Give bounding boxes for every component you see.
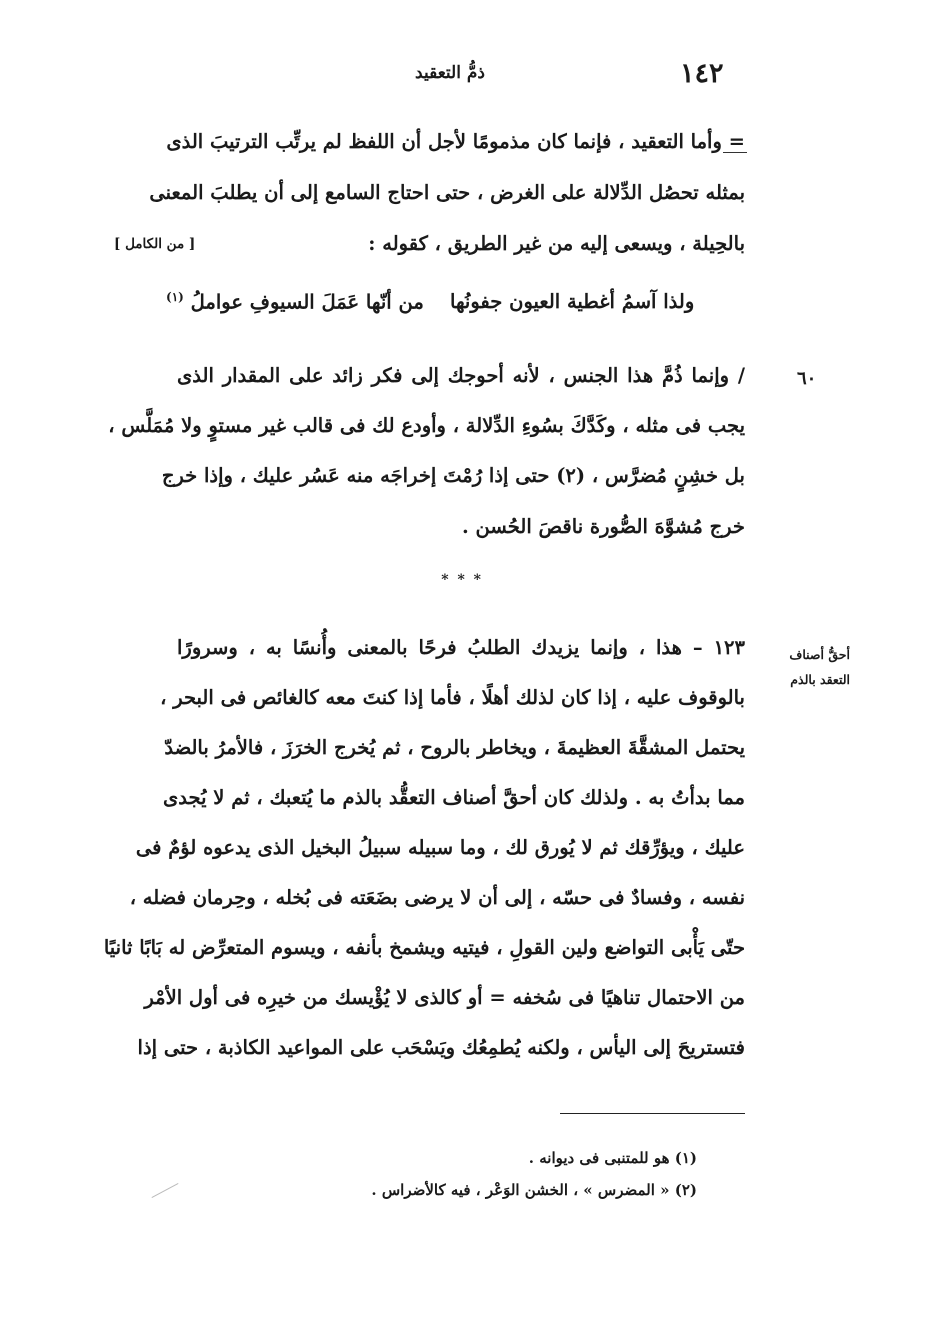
text-line: بالحِيلة ، ويسعى إليه من غير الطريق ، كقوله : <box>368 232 745 255</box>
text-line: = وأما التعقيد ، فإنما كان مذمومًا لأجل أن اللفظ لم يرتِّب الترتيبَ الذى <box>166 130 745 153</box>
text-line: خرج مُشوَّهَ الصُّورة ناقصَ الحُسن . <box>461 515 745 538</box>
footnote-1: (١) هو للمتنبى فى ديوانه . <box>528 1149 697 1167</box>
text-line: عليك ، ويؤرِّقك ثم لا يُورق لك ، وما سبيله سبيلُ البخيل الذى يدعوه لؤمٌ فى <box>135 836 745 859</box>
verse-second-hemistich <box>166 290 424 314</box>
footnote-rule <box>560 1113 745 1114</box>
text-line: بمثله تحصُل الدِّلالة على الغرض ، حتى احتاج السامع إلى أن يطلبَ المعنى <box>149 181 745 204</box>
text-line: يجب فى مثله ، وكَدَّكَ بسُوءِ الدِّلالة ، وأودع لك فى قالب غير مستوٍ ولا مُمَلَّس ، <box>108 414 745 437</box>
text-line: فتستريحَ إلى اليأس ، ولكنه يُطمِعُك ويَسْحَب على المواعيد الكاذبة ، حتى إذا <box>137 1036 745 1059</box>
margin-side-note: أحقُّ أصناف التعقد بالذم <box>789 647 850 687</box>
section-separator: * * * <box>441 572 483 588</box>
footnote-marker: (١) <box>166 290 184 304</box>
page-number: ١٤٢ <box>680 58 724 89</box>
text-line: بالوقوف عليه ، إذا كان لذلك أهلًا ، فأما إذا كنتَ معه كالغائص فى البحر ، <box>160 686 745 709</box>
scan-mark <box>152 1183 179 1198</box>
text-line: ١٢٣ – هذا ، وإنما يزيدك الطلبُ فرحًا بالمعنى وأُنسًا به ، وسرورًا <box>177 636 745 659</box>
text-line: نفسه ، وفسادٌ فى حسّه ، إلى أن لا يرضى بضَعَته فى بُخله ، وحِرمان فضله ، <box>129 886 745 909</box>
footnote-2: (٢) « المضرس » ، الخشن الوَعْر ، فيه كالأضراس . <box>371 1181 697 1199</box>
text-line: مما بدأتُ به . ولذلك كان أحقَّ أصناف التعقُّد بالذم ما يُتعبك ، ثم لا يُجدى <box>163 786 745 809</box>
running-title: ذمُّ التعقيد <box>415 63 485 83</box>
text-line: يحتمل المشقَّةَ العظيمةَ ، ويخاطر بالروح ، ثم يُخرج الخرَزَ ، فالأمرُ بالضدّ <box>164 736 745 759</box>
text-line: من الاحتمال تناهيًا فى سُخفه = أو كالذى لا يُؤْيسك من خيرِه فى أول الأمْر <box>144 986 745 1009</box>
text-line: / وإنما ذُمَّ هذا الجنس ، لأنه أحوجك إلى فكر زائد على المقدار الذى <box>177 364 745 387</box>
margin-page-number: ٦٠ <box>797 368 817 389</box>
verse-second-hemistich-text: من أنّها عَمَلَ السيوفِ عواملُ <box>190 290 424 314</box>
meter-label: [ من الكامل ] <box>114 236 196 252</box>
verse-first-hemistich: ولذا آسمُ أغطية العيون جفونُها <box>450 290 695 313</box>
text-line: بل خشِنٍ مُضرَّس ، (٢) حتى إذا رُمْتَ إخراجَه منه عَسُر عليك ، وإذا خرج <box>161 464 745 487</box>
text-line: حتّى يَأْبى التواضع ولين القولِ ، فيتيه ويشمخ بأنفه ، ويسوم المتعرِّض له بَابًا ثانيًا <box>103 936 745 959</box>
